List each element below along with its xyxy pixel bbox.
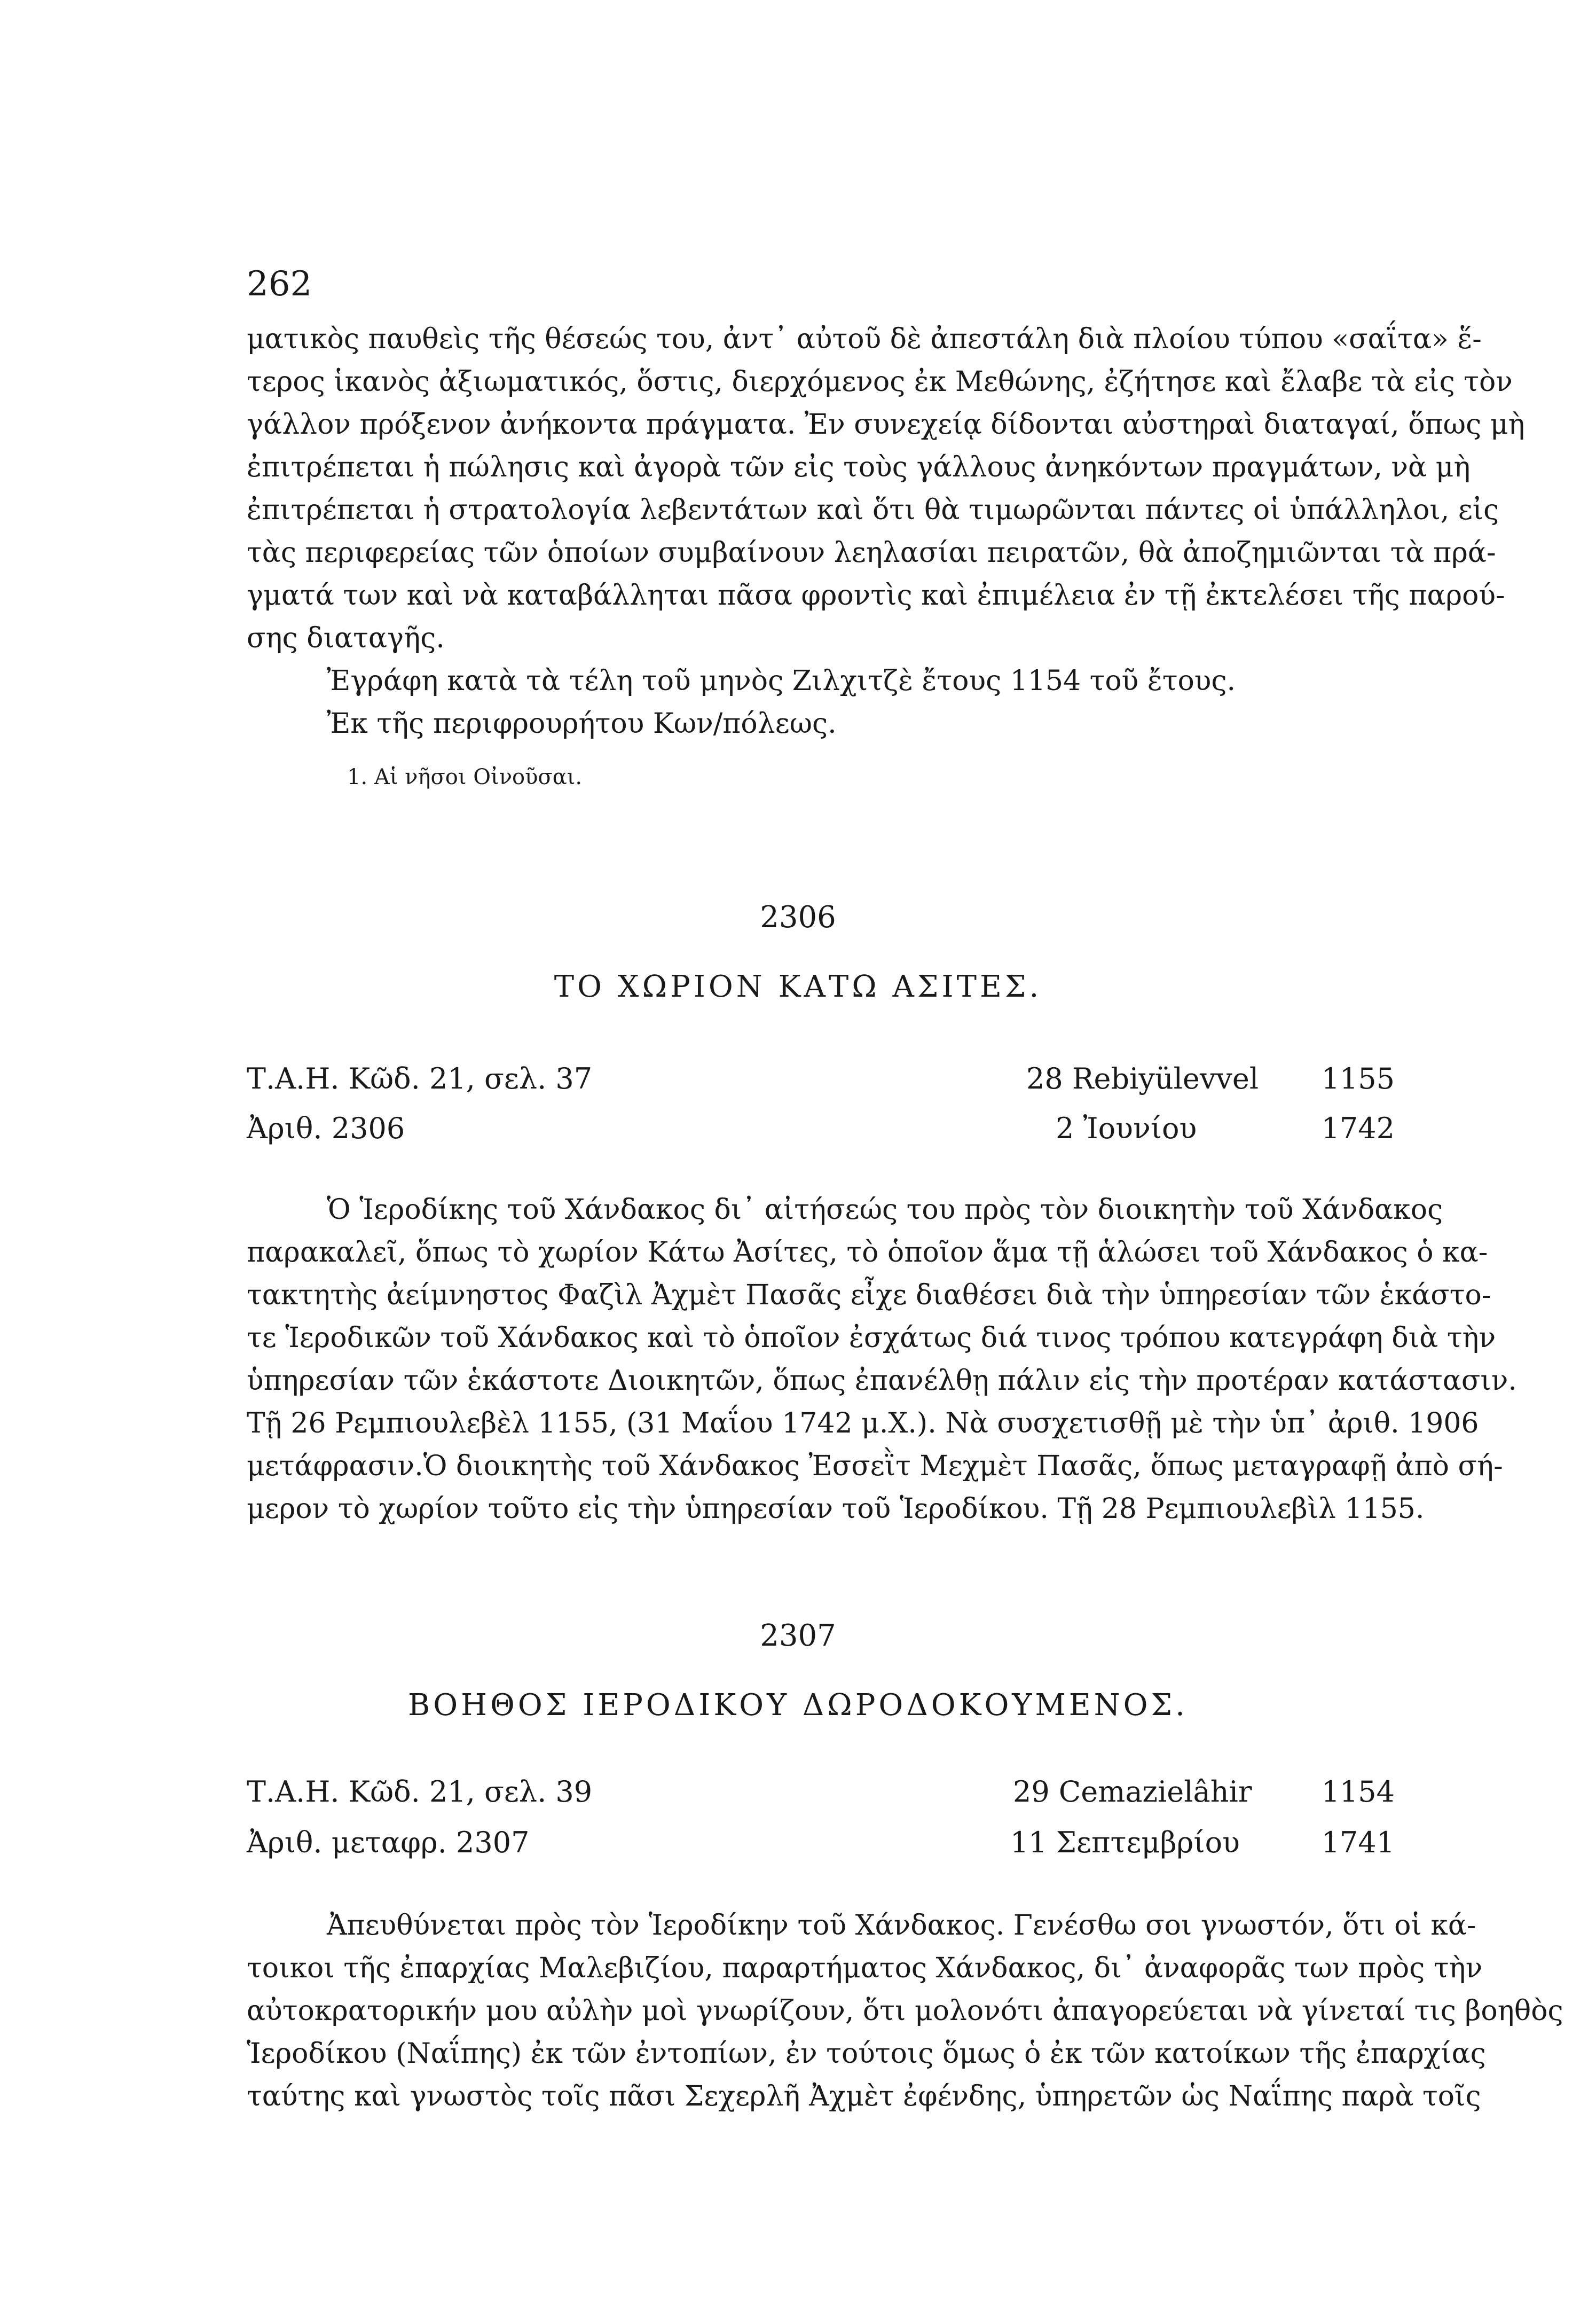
text-line: σης διαταγῆς. (247, 622, 445, 654)
source-reference: Τ.Α.Η. Κῶδ. 21, σελ. 39 (247, 1775, 593, 1809)
text-line: τε Ἱεροδικῶν τοῦ Χάνδακος καὶ τὸ ὁποῖον ἐσχάτως διά τινος τρόπου κατεγράφη διὰ τὴν (247, 1322, 1496, 1354)
document-number: 2306 (760, 900, 836, 935)
text-line: γάλλον πρόξενον ἀνήκοντα πράγματα. Ἐν συνεχείᾳ δίδονται αὐστηραὶ διαταγαί, ὅπως μὴ (247, 409, 1525, 441)
document-body (247, 1188, 1517, 1530)
hijri-year: 1154 (1321, 1775, 1395, 1809)
text-line: ἐπιτρέπεται ἡ πώλησις καὶ ἀγορὰ τῶν εἰς τοὺς γάλλους ἀνηκόντων πραγμάτων, νὰ μὴ (247, 451, 1471, 483)
gregorian-year: 1741 (1321, 1826, 1395, 1859)
text-line: τὰς περιφερείας τῶν ὁποίων συμβαίνουν λεηλασίαι πειρατῶν, θὰ ἀποζημιῶνται τὰ πρά- (247, 537, 1496, 569)
text-line: Ἱεροδίκου (Ναΐπης) ἐκ τῶν ἐντοπίων, ἐν τούτοις ὅμως ὁ ἐκ τῶν κατοίκων τῆς ἐπαρχίας (247, 2038, 1486, 2070)
gregorian-date: 11 Σεπτεμβρίου (1010, 1826, 1240, 1859)
text-line: Τῇ 26 Ρεμπιουλεβὲλ 1155, (31 Μαΐου 1742 μ.Χ.). Νὰ συσχετισθῇ μὲ τὴν ὑπ᾽ ἀριθ. 1906 (247, 1407, 1479, 1439)
reference-row (247, 1824, 1395, 1861)
gregorian-date: 2 Ἰουνίου (1056, 1112, 1197, 1145)
page-number: 262 (247, 264, 312, 304)
document-body (247, 1904, 1563, 2118)
closing-line: Ἐγράφη κατὰ τὰ τέλη τοῦ μηνὸς Ζιλχιτζὲ ἔτους 1154 τοῦ ἔτους. (327, 665, 1236, 697)
gregorian-year: 1742 (1321, 1112, 1395, 1145)
footnote: 1. Αἱ νῆσοι Οἰνοῦσαι. (347, 765, 583, 789)
translation-number: Ἀριθ. 2306 (247, 1112, 405, 1145)
text-line: τακτητὴς ἀείμνηστος Φαζὶλ Ἀχμὲτ Πασᾶς εἶχε διαθέσει διὰ τὴν ὑπηρεσίαν τῶν ἑκάστο- (247, 1279, 1491, 1311)
text-line: τερος ἱκανὸς ἀξιωματικός, ὅστις, διερχόμενος ἐκ Μεθώνης, ἐζήτησε καὶ ἔλαβε τὰ εἰς τὸν (247, 366, 1513, 398)
hijri-date: 28 Rebiyülevvel (1026, 1062, 1259, 1095)
document-title: ΒΟΗΘΟΣ ΙΕΡΟΔΙΚΟΥ ΔΩΡΟΔΟΚΟΥΜΕΝΟΣ. (408, 1688, 1188, 1723)
document-number: 2307 (760, 1618, 836, 1653)
continuation-paragraph (247, 318, 1525, 745)
text-line: ματικὸς παυθεὶς τῆς θέσεώς του, ἀντ᾽ αὐτοῦ δὲ ἀπεστάλη διὰ πλοίου τύπου «σαΐτα» ἕ- (247, 323, 1482, 355)
source-row (247, 1773, 1395, 1811)
text-line: ἐπιτρέπεται ἡ στρατολογία λεβεντάτων καὶ ὅτι θὰ τιμωρῶνται πάντες οἱ ὑπάλληλοι, εἰς (247, 494, 1499, 526)
hijri-date: 29 Cemazielâhir (1013, 1775, 1252, 1809)
text-line: παρακαλεῖ, ὅπως τὸ χωρίον Κάτω Ἀσίτες, τὸ ὁποῖον ἅμα τῇ ἁλώσει τοῦ Χάνδακος ὁ κα- (247, 1236, 1488, 1269)
text-line: Ἀπευθύνεται πρὸς τὸν Ἱεροδίκην τοῦ Χάνδακος. Γενέσθω σοι γνωστόν, ὅτι οἱ κά- (327, 1909, 1476, 1942)
text-line: Ὁ Ἱεροδίκης τοῦ Χάνδακος δι᾽ αἰτήσεώς του πρὸς τὸν διοικητὴν τοῦ Χάνδακος (327, 1194, 1443, 1226)
text-line: τοικοι τῆς ἐπαρχίας Μαλεβιζίου, παραρτήματος Χάνδακος, δι᾽ ἀναφορᾶς των πρὸς τὴν (247, 1952, 1483, 1984)
source-row (247, 1060, 1395, 1098)
source-reference: Τ.Α.Η. Κῶδ. 21, σελ. 37 (247, 1062, 593, 1095)
translation-number: Ἀριθ. μεταφρ. 2307 (247, 1826, 530, 1859)
text-line: μερον τὸ χωρίον τοῦτο εἰς τὴν ὑπηρεσίαν τοῦ Ἱεροδίκου. Τῇ 28 Ρεμπιουλεβὶλ 1155. (247, 1493, 1425, 1525)
document-title: ΤΟ ΧΩΡΙΟΝ ΚΑΤΩ ΑΣΙΤΕΣ. (554, 969, 1042, 1004)
hijri-year: 1155 (1321, 1062, 1395, 1095)
text-line: ὑπηρεσίαν τῶν ἑκάστοτε Διοικητῶν, ὅπως ἐπανέλθῃ πάλιν εἰς τὴν προτέραν κατάστασιν. (247, 1365, 1517, 1397)
text-line: μετάφρασιν.Ὁ διοικητὴς τοῦ Χάνδακος Ἐσσεῒτ Μεχμὲτ Πασᾶς, ὅπως μεταγραφῇ ἀπὸ σή- (247, 1450, 1503, 1482)
text-line: ταύτης καὶ γνωστὸς τοῖς πᾶσι Σεχερλῆ Ἀχμὲτ ἐφένδης, ὑπηρετῶν ὡς Ναΐπης παρὰ τοῖς (247, 2080, 1481, 2112)
closing-line: Ἐκ τῆς περιφρουρήτου Κων/πόλεως. (327, 708, 837, 740)
reference-row (247, 1110, 1395, 1147)
text-line: αὐτοκρατορικήν μου αὐλὴν μοὶ γνωρίζουν, ὅτι μολονότι ἀπαγορεύεται νὰ γίνεταί τις βοηθὸς (247, 1995, 1563, 2027)
text-line: γματά των καὶ νὰ καταβάλληται πᾶσα φροντὶς καὶ ἐπιμέλεια ἐν τῇ ἐκτελέσει τῆς παρού- (247, 580, 1505, 612)
